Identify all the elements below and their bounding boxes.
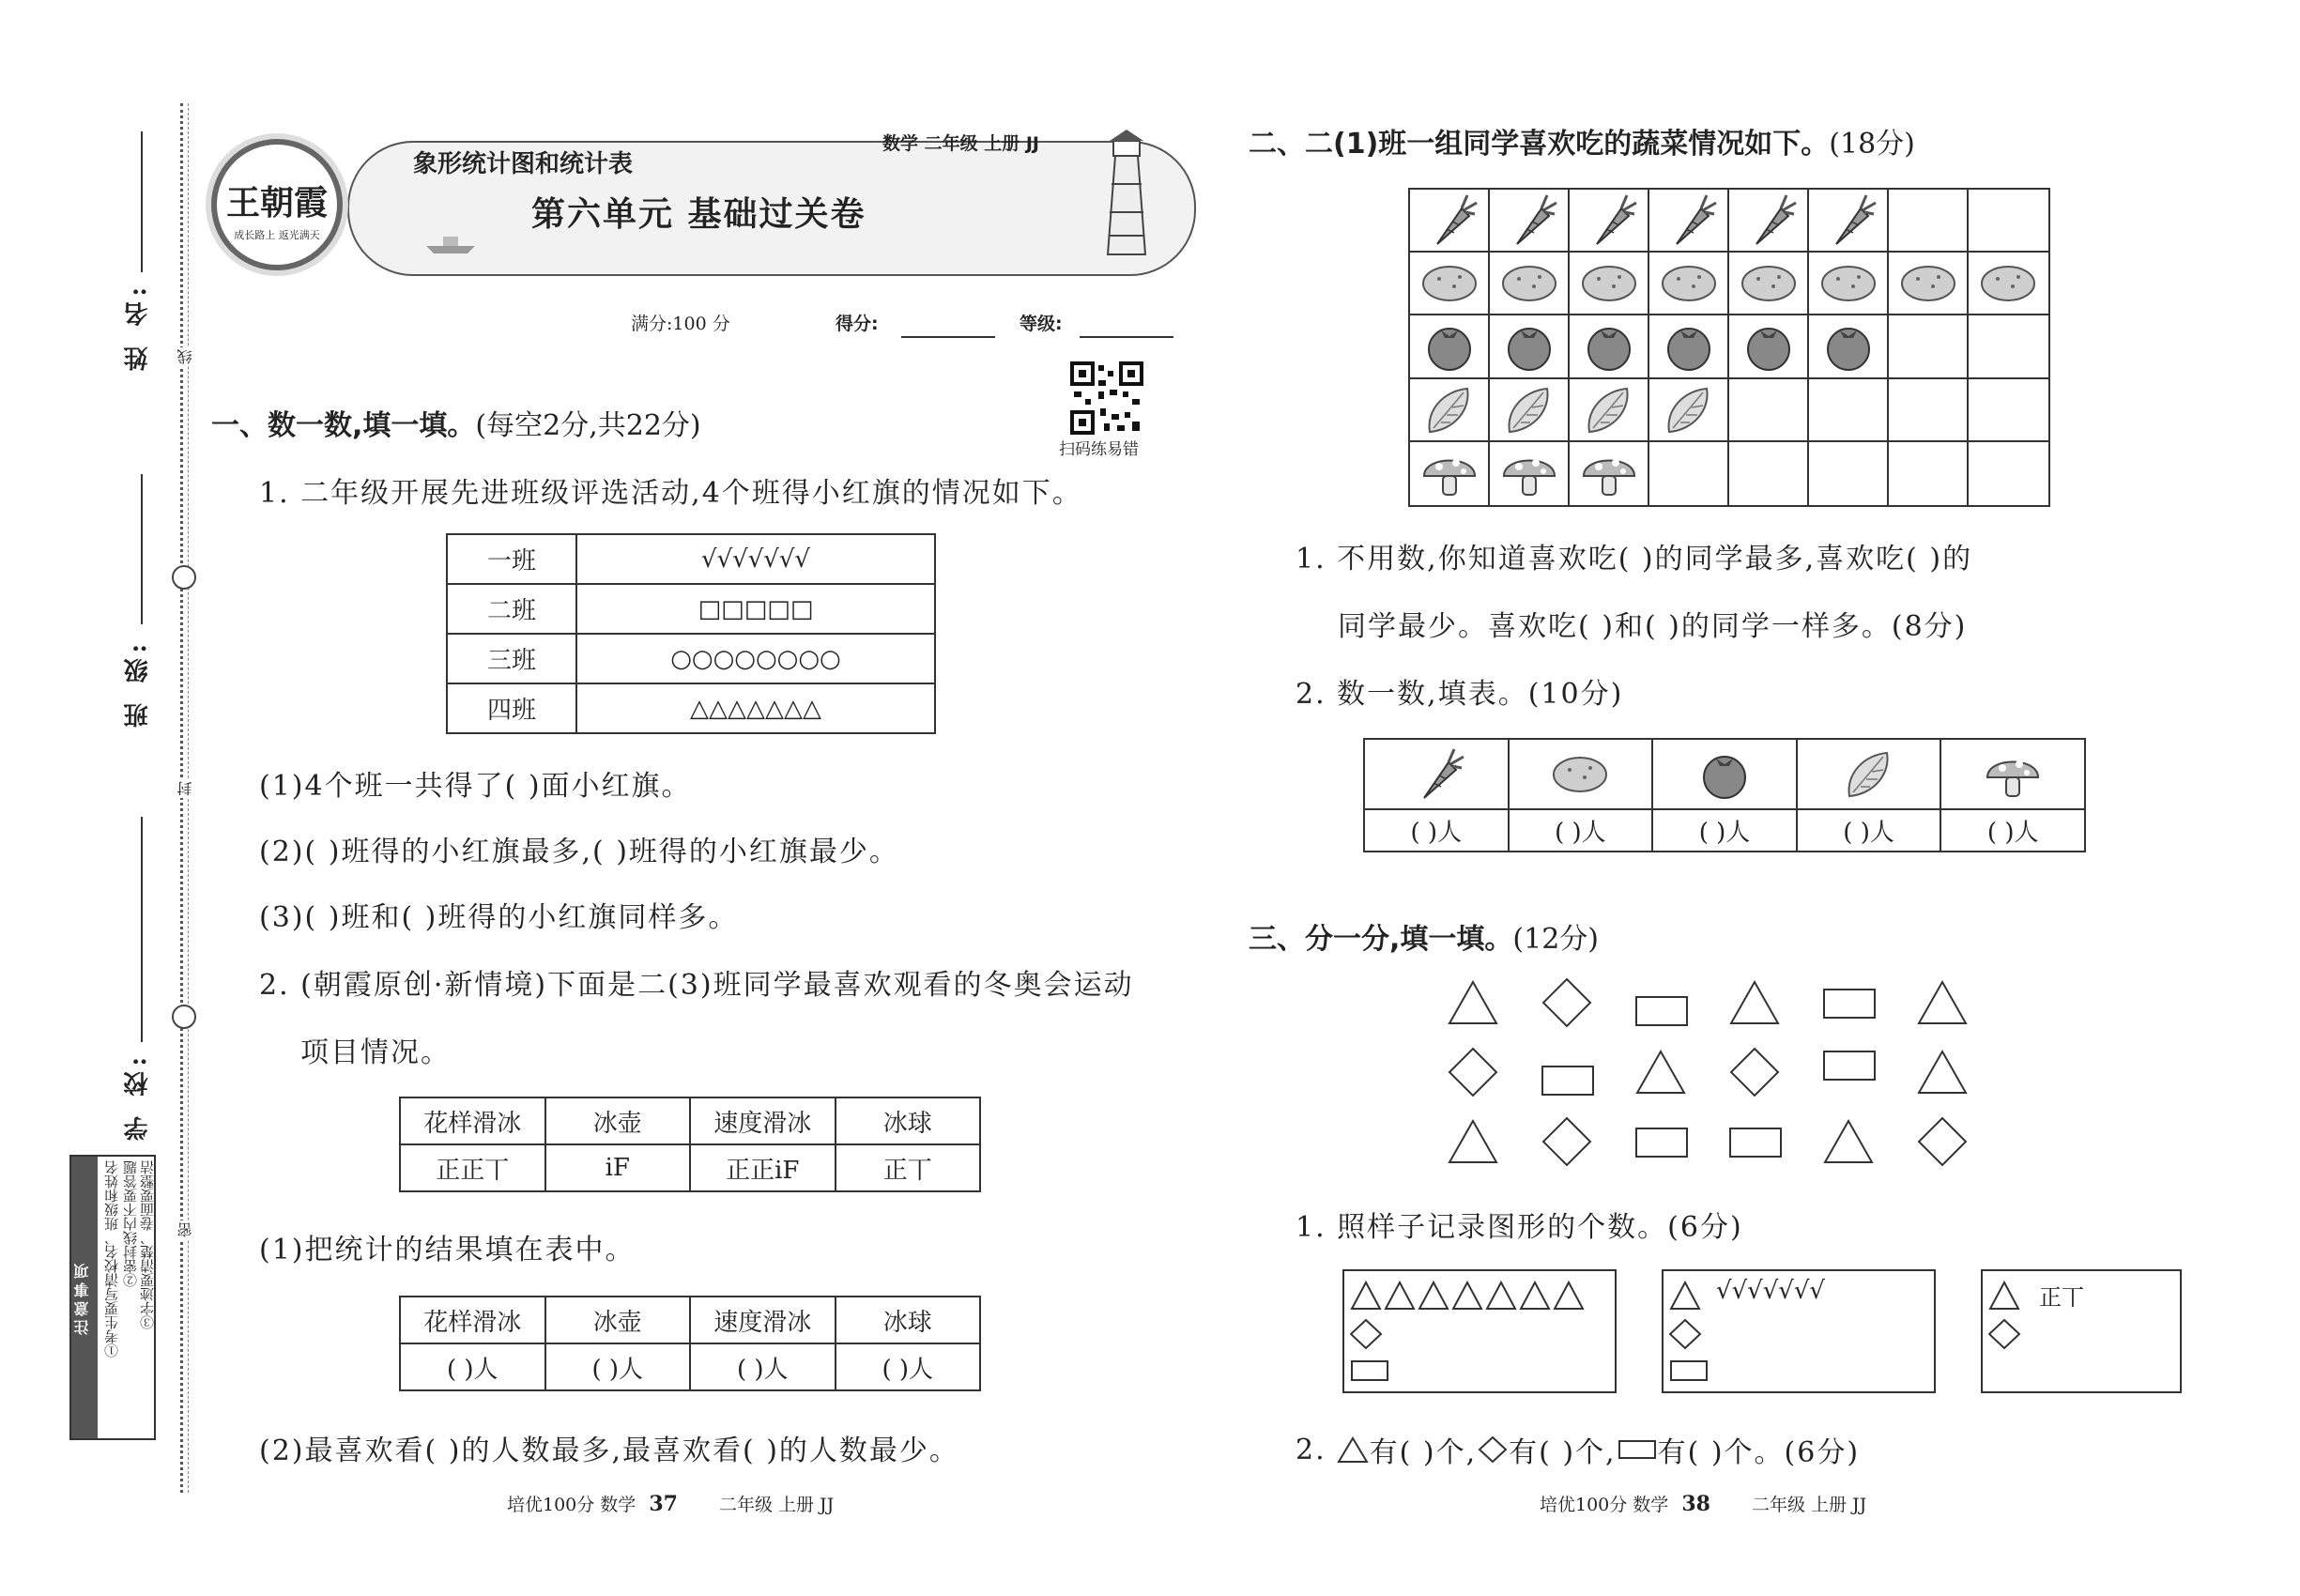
sample-checks: √√√√√√√ (1716, 1277, 1825, 1305)
veg-header-cell (1364, 739, 1509, 809)
vegetable-pictograph (1408, 188, 2050, 507)
flag-table-label: 三班 (447, 634, 576, 683)
pictograph-cell (1649, 253, 1729, 315)
olympics-count-blank[interactable]: ( )人 (690, 1343, 836, 1390)
olympics-tally: 正正丅 (400, 1144, 545, 1191)
record-box-checks[interactable] (1662, 1269, 1936, 1393)
tomato-icon (1816, 317, 1881, 376)
pictograph-cell (1729, 442, 1809, 505)
pictograph-cell (1889, 253, 1969, 315)
tomato-icon (1656, 317, 1722, 376)
record-box-tally[interactable] (1981, 1269, 2182, 1393)
diamond-icon (1988, 1318, 2022, 1350)
triangle-icon (1555, 1282, 1583, 1309)
shape-grid (1446, 976, 2009, 1183)
olympics-count-blank[interactable]: ( )人 (400, 1343, 545, 1390)
pictograph-cell (1649, 442, 1729, 505)
pictograph-cell (1410, 442, 1490, 505)
school-label: 学 校: (124, 1051, 152, 1141)
cut-mark-line: 线 (176, 349, 194, 364)
sample-triangles (1350, 1279, 1609, 1311)
pictograph-cell (1490, 379, 1570, 442)
olympics-header: 花样滑冰 (400, 1097, 545, 1144)
qr-caption: 扫码练易错 (1059, 440, 1139, 459)
rectangle-icon (1727, 1115, 1784, 1168)
triangle-icon (1915, 976, 1971, 1029)
triangle-icon (1419, 1282, 1448, 1309)
pictograph-cell (1809, 315, 1889, 378)
potato-icon (1816, 254, 1881, 313)
veg-header-cell (1940, 739, 2085, 809)
pictograph-cell (1809, 442, 1889, 505)
potato-icon (1656, 254, 1722, 313)
pictograph-cell (1809, 379, 1889, 442)
s1-q2-sub2[interactable]: (2)最喜欢看( )的人数最多,最喜欢看( )的人数最少。 (259, 1435, 959, 1467)
mushroom-icon (1417, 444, 1482, 502)
notes-box (69, 1155, 156, 1440)
triangle-icon (1727, 976, 1784, 1029)
s3-q2-number: 2. (1296, 1433, 1326, 1466)
name-line (141, 131, 143, 272)
rectangle-icon (1821, 1038, 1878, 1091)
pictograph-cell (1729, 190, 1809, 253)
cabbage-icon (1836, 745, 1902, 804)
veg-header-cell (1797, 739, 1941, 809)
sample-tally: 正丅 (2039, 1284, 2084, 1311)
mushroom-icon (1980, 745, 2046, 804)
vegetable-count-table (1363, 738, 2086, 852)
footer-info: 二年级 上册 JJ (1751, 1495, 1867, 1515)
binding-dotted-line (180, 103, 183, 1493)
pictograph-cell (1809, 190, 1889, 253)
flag-table-label: 二班 (447, 584, 576, 634)
footer-left (507, 1491, 834, 1516)
veg-header-cell (1652, 739, 1797, 809)
record-box-sample (1342, 1269, 1617, 1393)
score-blank[interactable] (901, 336, 995, 338)
pictograph-cell (1889, 379, 1969, 442)
flag-table (446, 533, 936, 734)
triangle-icon (1336, 1435, 1370, 1464)
carrot-icon (1403, 745, 1469, 804)
veg-count-blank[interactable]: ( )人 (1364, 809, 1509, 852)
brand-sub: 成长路上 返光满天 (234, 229, 320, 241)
olympics-header: 速度滑冰 (690, 1297, 836, 1343)
brand-logo (211, 139, 343, 270)
potato-icon (1576, 254, 1642, 313)
note-line: ③字迹要清楚、卷面要整洁 (139, 1160, 156, 1329)
carrot-icon (1736, 192, 1802, 250)
olympics-count-blank[interactable]: ( )人 (836, 1343, 981, 1390)
diamond-icon (1477, 1435, 1509, 1464)
mushroom-icon (1576, 444, 1642, 502)
triangle-icon (1453, 1282, 1481, 1309)
triangle-icon (1821, 1115, 1878, 1168)
section3-heading (1249, 915, 1599, 957)
olympics-header: 冰球 (836, 1097, 981, 1144)
carrot-icon (1816, 192, 1881, 250)
grade-label: 等级: (1020, 314, 1063, 334)
pictograph-cell (1969, 315, 2048, 378)
page-number: 37 (649, 1491, 678, 1516)
rectangle-icon (1617, 1435, 1658, 1464)
triangle-icon (1446, 976, 1502, 1029)
rectangle-icon (1350, 1358, 1391, 1384)
cut-mark-seal: 封 (176, 781, 194, 796)
olympics-header: 冰壶 (545, 1097, 691, 1144)
triangle-icon (1988, 1279, 2022, 1311)
triangle-icon (1352, 1282, 1380, 1309)
pictograph-cell (1410, 253, 1490, 315)
veg-header-cell (1509, 739, 1653, 809)
rectangle-icon (1540, 1053, 1596, 1106)
tomato-icon (1692, 745, 1757, 804)
section2-title: 二、二(1)班一组同学喜欢吃的蔬菜情况如下。 (1249, 128, 1830, 161)
s1-q1-sub2[interactable]: (2)( )班得的小红旗最多,( )班得的小红旗最少。 (259, 836, 899, 868)
cabbage-icon (1417, 381, 1482, 439)
veg-count-blank[interactable]: ( )人 (1652, 809, 1797, 852)
triangle-icon (1446, 1115, 1502, 1168)
pictograph-cell (1490, 442, 1570, 505)
pictograph-cell (1570, 379, 1649, 442)
pictograph-cell (1889, 442, 1969, 505)
rectangle-icon (1633, 984, 1690, 1036)
diamond-icon (1540, 976, 1596, 1029)
potato-icon (1736, 254, 1802, 313)
diamond-icon (1669, 1318, 1703, 1350)
s1-q2-text-a: 2. (朝霞原创·新情境)下面是二(3)班同学最喜欢观看的冬奥会运动 (259, 969, 1134, 1002)
olympics-count-table (399, 1296, 981, 1391)
pictograph-cell (1649, 190, 1729, 253)
footer-right (1540, 1491, 1866, 1516)
pictograph-cell (1729, 253, 1809, 315)
binding-hole-icon (172, 565, 196, 590)
section3-title: 三、分一分,填一填。 (1249, 923, 1513, 956)
section2-points: (18分) (1829, 128, 1915, 161)
s2-q1-b[interactable]: 同学最少。喜欢吃( )和( )的同学一样多。(8分) (1338, 610, 1968, 643)
lighthouse-icon (1080, 128, 1183, 259)
pictograph-cell (1969, 379, 2048, 442)
s2-q1-a[interactable]: 1. 不用数,你知道喜欢吃( )的同学最多,喜欢吃( )的 (1296, 543, 1973, 575)
class-label: 班 级: (124, 638, 152, 728)
carrot-icon (1656, 192, 1722, 250)
pictograph-cell (1490, 315, 1570, 378)
pictograph-cell (1969, 190, 2048, 253)
s3-q2-rect-blank[interactable]: 有( )个。(6分) (1657, 1436, 1861, 1469)
veg-count-blank[interactable]: ( )人 (1509, 809, 1653, 852)
flag-table-marks: △△△△△△△ (576, 683, 935, 733)
olympics-header: 冰壶 (545, 1297, 691, 1343)
triangle-icon (1915, 1046, 1971, 1098)
triangle-icon (1669, 1279, 1703, 1311)
s3-q1: 1. 照样子记录图形的个数。(6分) (1296, 1211, 1743, 1244)
flag-table-marks: □□□□□ (576, 584, 935, 634)
binding-hole-icon (172, 1005, 196, 1029)
tomato-icon (1496, 317, 1562, 376)
subject-info: 数学 二年级 上册 JJ (882, 133, 1039, 154)
olympics-header: 花样滑冰 (400, 1297, 545, 1343)
cabbage-icon (1576, 381, 1642, 439)
potato-icon (1895, 254, 1961, 313)
section1-points: (每空2分,共22分) (475, 409, 701, 442)
tomato-icon (1417, 317, 1482, 376)
score-label: 得分: (836, 314, 879, 334)
s3-q2[interactable] (1296, 1429, 1860, 1470)
s3-q2-triangle-blank[interactable]: 有( )个, (1369, 1436, 1478, 1469)
footer-brand: 培优100分 数学 (1540, 1495, 1669, 1515)
brand-name: 王朝霞 (225, 183, 328, 223)
pictograph-cell (1410, 190, 1490, 253)
diamond-icon (1446, 1046, 1502, 1098)
section3-points: (12分) (1512, 923, 1599, 956)
footer-info: 二年级 上册 JJ (718, 1495, 835, 1515)
olympics-header: 速度滑冰 (690, 1097, 836, 1144)
name-label: 姓 名: (124, 282, 152, 371)
s3-q2-diamond-blank[interactable]: 有( )个, (1509, 1436, 1617, 1469)
full-score: 满分:100 分 (631, 314, 730, 334)
pictograph-cell (1410, 379, 1490, 442)
pictograph-cell (1729, 379, 1809, 442)
olympics-header: 冰球 (836, 1297, 981, 1343)
pictograph-cell (1570, 253, 1649, 315)
pictograph-cell (1969, 442, 2048, 505)
triangle-icon (1633, 1046, 1690, 1098)
cabbage-icon (1496, 381, 1562, 439)
pictograph-cell (1570, 190, 1649, 253)
potato-icon (1975, 254, 2041, 313)
olympics-tally: iF (545, 1144, 691, 1191)
note-line: ②密封线内不要答题 (122, 1160, 139, 1287)
s1-q1-sub3[interactable]: (3)( )班和( )班得的小红旗同样多。 (259, 901, 739, 934)
potato-icon (1547, 745, 1613, 804)
mushroom-icon (1496, 444, 1562, 502)
tomato-icon (1576, 317, 1642, 376)
note-line: ①考生要写清校名、班级和姓名 (103, 1160, 120, 1358)
diamond-icon (1540, 1115, 1596, 1168)
cabbage-icon (1656, 381, 1722, 439)
s1-q2-text-b: 项目情况。 (300, 1036, 451, 1069)
notes-head: 注意事项 (71, 1157, 98, 1438)
s1-q2-sub1: (1)把统计的结果填在表中。 (259, 1234, 636, 1266)
olympics-count-blank[interactable]: ( )人 (545, 1343, 691, 1390)
rectangle-icon (1633, 1115, 1690, 1168)
section2-heading (1249, 120, 1915, 161)
veg-count-blank[interactable]: ( )人 (1797, 809, 1941, 852)
grade-blank[interactable] (1080, 336, 1173, 338)
pictograph-cell (1570, 315, 1649, 378)
triangle-icon (1487, 1282, 1515, 1309)
qr-code-icon (1070, 361, 1143, 435)
section1-title: 一、数一数,填一填。 (211, 409, 476, 442)
pictograph-cell (1809, 253, 1889, 315)
potato-icon (1496, 254, 1562, 313)
flag-table-label: 四班 (447, 683, 576, 733)
potato-icon (1417, 254, 1482, 313)
tomato-icon (1736, 317, 1802, 376)
unit-title: 第六单元 基础过关卷 (531, 195, 866, 234)
s2-q2: 2. 数一数,填表。(10分) (1296, 678, 1624, 711)
diamond-icon (1727, 1046, 1784, 1098)
pictograph-cell (1889, 190, 1969, 253)
carrot-icon (1417, 192, 1482, 250)
rectangle-icon (1821, 976, 1878, 1029)
pictograph-cell (1410, 315, 1490, 378)
section1-heading (211, 402, 701, 443)
pictograph-cell (1969, 253, 2048, 315)
page-number: 38 (1681, 1491, 1710, 1516)
pictograph-cell (1490, 253, 1570, 315)
binding-dashed-line (188, 103, 189, 1493)
topic-title: 象形统计图和统计表 (413, 150, 634, 178)
rectangle-icon (1669, 1358, 1710, 1384)
footer-brand: 培优100分 数学 (507, 1495, 636, 1515)
diamond-icon (1350, 1318, 1384, 1350)
carrot-icon (1496, 192, 1562, 250)
flag-table-label: 一班 (447, 534, 576, 584)
olympics-tally: 正正iF (690, 1144, 836, 1191)
triangle-icon (1521, 1282, 1549, 1309)
diamond-icon (1915, 1115, 1971, 1168)
cut-mark-secret: 密 (176, 1222, 194, 1237)
pictograph-cell (1649, 379, 1729, 442)
carrot-icon (1576, 192, 1642, 250)
s1-q1-text: 1. 二年级开展先进班级评选活动,4个班得小红旗的情况如下。 (259, 477, 1082, 510)
pictograph-cell (1729, 315, 1809, 378)
olympics-tally-table (399, 1097, 981, 1192)
veg-count-blank[interactable]: ( )人 (1940, 809, 2085, 852)
school-line (141, 817, 143, 1042)
flag-table-marks: ○○○○○○○○ (576, 634, 935, 683)
flag-table-marks: √√√√√√√ (576, 534, 935, 584)
triangle-icon (1386, 1282, 1414, 1309)
class-line (141, 474, 143, 624)
ship-icon (422, 233, 479, 255)
pictograph-cell (1889, 315, 1969, 378)
s1-q1-sub1[interactable]: (1)4个班一共得了( )面小红旗。 (259, 770, 692, 803)
pictograph-cell (1649, 315, 1729, 378)
pictograph-cell (1570, 442, 1649, 505)
pictograph-cell (1490, 190, 1570, 253)
olympics-tally: 正丅 (836, 1144, 981, 1191)
